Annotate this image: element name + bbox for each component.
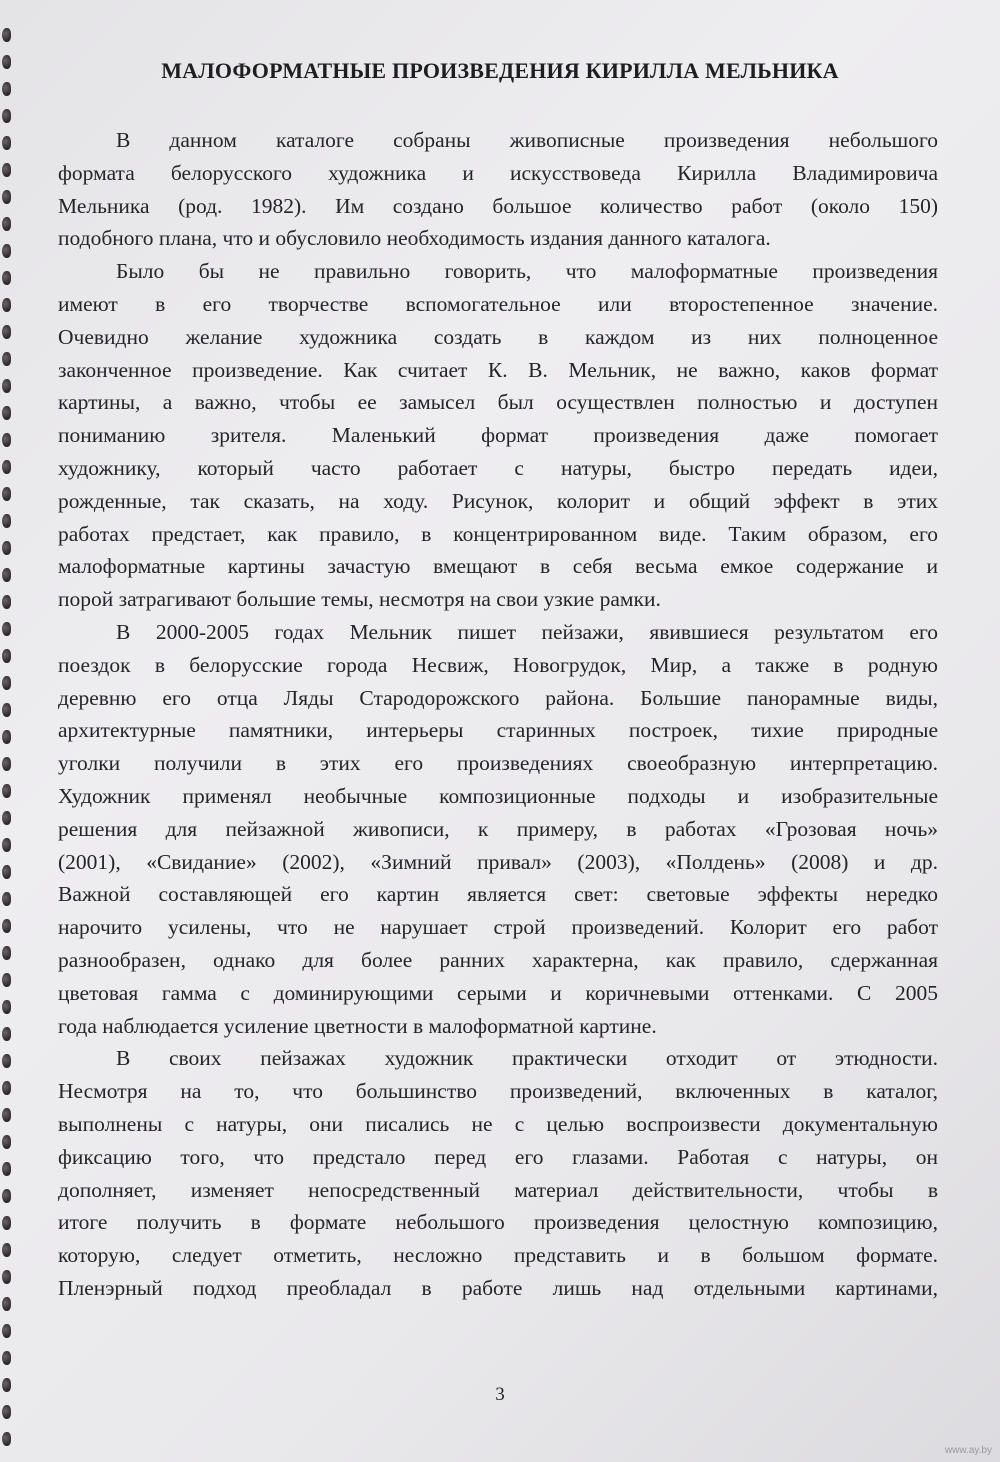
binding-ring <box>2 244 11 258</box>
binding-ring <box>2 946 11 960</box>
binding-ring <box>2 1216 11 1230</box>
binding-ring <box>2 541 11 555</box>
text-line: архитектурные памятники, интерьеры старинных построек, тихие природные <box>58 718 938 743</box>
binding-ring <box>2 1243 11 1257</box>
spiral-binding <box>0 20 18 1460</box>
text-line: деревню его отца Ляды Стародорожского района. Большие панорамные виды, <box>58 685 938 710</box>
text-line: В 2000-2005 годах Мельник пишет пейзажи, явившиеся результатом его <box>116 619 938 644</box>
binding-ring <box>2 1054 11 1068</box>
text-line: В данном каталоге собраны живописные произведения небольшого <box>116 128 938 152</box>
text-line: пониманию зрителя. Маленький формат произведения даже помогает <box>58 423 938 448</box>
binding-ring <box>2 892 11 906</box>
text-line: законченное произведение. Как считает К. В. Мельник, не важно, каков формат <box>58 357 938 382</box>
binding-ring <box>2 1405 11 1419</box>
text-line: Несмотря на то, что большинство произведений, включенных в каталог, <box>58 1079 938 1104</box>
binding-ring <box>2 109 11 123</box>
text-line: формата белорусского художника и искусствоведа Кирилла Владимировича <box>58 160 938 185</box>
binding-ring <box>2 811 11 825</box>
binding-ring <box>2 1000 11 1014</box>
binding-ring <box>2 1351 11 1365</box>
binding-ring <box>2 865 11 879</box>
binding-ring <box>2 298 11 312</box>
binding-ring <box>2 406 11 420</box>
binding-ring <box>2 28 11 42</box>
binding-ring <box>2 838 11 852</box>
document-body <box>58 124 938 1305</box>
binding-ring <box>2 703 11 717</box>
binding-ring <box>2 1162 11 1176</box>
text-line: В своих пейзажах художник практически отходит от этюдности. <box>116 1046 938 1071</box>
binding-ring <box>2 136 11 150</box>
binding-ring <box>2 217 11 231</box>
text-line: уголки получили в этих его произведениях своеобразную интерпретацию. <box>58 751 938 776</box>
binding-ring <box>2 1081 11 1095</box>
binding-ring <box>2 1189 11 1203</box>
text-line: которую, следует отметить, несложно представить и в большом формате. <box>58 1243 938 1268</box>
binding-ring <box>2 82 11 96</box>
binding-ring <box>2 433 11 447</box>
text-line: Очевидно желание художника создать в каждом из них полноценное <box>58 324 938 349</box>
binding-ring <box>2 487 11 501</box>
binding-ring <box>2 1270 11 1284</box>
text-line: художнику, который часто работает с натуры, быстро передать идеи, <box>58 455 938 480</box>
binding-ring <box>2 595 11 609</box>
text-line: поездок в белорусские города Несвиж, Новогрудок, Мир, а также в родную <box>58 652 938 677</box>
binding-ring <box>2 190 11 204</box>
binding-ring <box>2 1432 11 1446</box>
text-line: подобного плана, что и обусловило необходимость издания данного каталога. <box>58 226 771 251</box>
text-line: (2001), «Свидание» (2002), «Зимний привал» (2003), «Полдень» (2008) и др. <box>58 849 938 874</box>
text-line: фиксацию того, что предстало перед его глазами. Работая с натуры, он <box>58 1144 938 1169</box>
binding-ring <box>2 649 11 663</box>
text-line: порой затрагивают большие темы, несмотря на свои узкие рамки. <box>58 587 661 612</box>
text-line: нарочито усилены, что не нарушает строй произведений. Колорит его работ <box>58 915 938 940</box>
binding-ring <box>2 460 11 474</box>
binding-ring <box>2 568 11 582</box>
binding-ring <box>2 784 11 798</box>
text-line: картины, а важно, чтобы ее замысел был осуществлен полностью и доступен <box>58 390 938 415</box>
binding-ring <box>2 973 11 987</box>
binding-ring <box>2 1027 11 1041</box>
binding-ring <box>2 1108 11 1122</box>
binding-ring <box>2 1324 11 1338</box>
text-line: выполнены с натуры, они писались не с целью воспроизвести документальную <box>58 1111 938 1136</box>
binding-ring <box>2 352 11 366</box>
binding-ring <box>2 730 11 744</box>
page-number: 3 <box>495 1384 505 1405</box>
text-line: Было бы не правильно говорить, что малоформатные произведения <box>116 259 938 284</box>
binding-ring <box>2 514 11 528</box>
text-line: работах предстает, как правило, в концентрированном виде. Таким образом, его <box>58 521 938 546</box>
text-line: малоформатные картины зачастую вмещают в себя весьма емкое содержание и <box>58 554 938 579</box>
watermark: www.ay.by <box>944 1445 992 1456</box>
binding-ring <box>2 325 11 339</box>
binding-ring <box>2 55 11 69</box>
document-title: МАЛОФОРМАТНЫЕ ПРОИЗВЕДЕНИЯ КИРИЛЛА МЕЛЬНИКА <box>161 58 839 83</box>
text-line: Художник применял необычные композиционные подходы и изобразительные <box>58 783 938 808</box>
text-line: Пленэрный подход преобладал в работе лишь над отдельными картинами, <box>58 1275 938 1300</box>
text-line: разнообразен, однако для более ранних характерна, как правило, сдержанная <box>58 947 938 972</box>
binding-ring <box>2 676 11 690</box>
text-line: Важной составляющей его картин является свет: световые эффекты нередко <box>58 882 938 907</box>
text-line: цветовая гамма с доминирующими серыми и коричневыми оттенками. С 2005 <box>58 980 938 1005</box>
text-line: имеют в его творчестве вспомогательное или второстепенное значение. <box>58 291 938 316</box>
binding-ring <box>2 1135 11 1149</box>
text-line: года наблюдается усиление цветности в малоформатной картине. <box>58 1013 657 1038</box>
text-line: рожденные, так сказать, на ходу. Рисунок, колорит и общий эффект в этих <box>58 488 938 513</box>
text-line: дополняет, изменяет непосредственный материал действительности, чтобы в <box>58 1177 938 1202</box>
binding-ring <box>2 622 11 636</box>
text-line: итоге получить в формате небольшого произведения целостную композицию, <box>58 1210 938 1235</box>
text-line: Мельника (род. 1982). Им создано большое количество работ (около 150) <box>58 193 938 218</box>
binding-ring <box>2 271 11 285</box>
binding-ring <box>2 1297 11 1311</box>
binding-ring <box>2 163 11 177</box>
binding-ring <box>2 757 11 771</box>
binding-ring <box>2 919 11 933</box>
text-line: решения для пейзажной живописи, к примеру, в работах «Грозовая ночь» <box>58 816 938 841</box>
binding-ring <box>2 379 11 393</box>
